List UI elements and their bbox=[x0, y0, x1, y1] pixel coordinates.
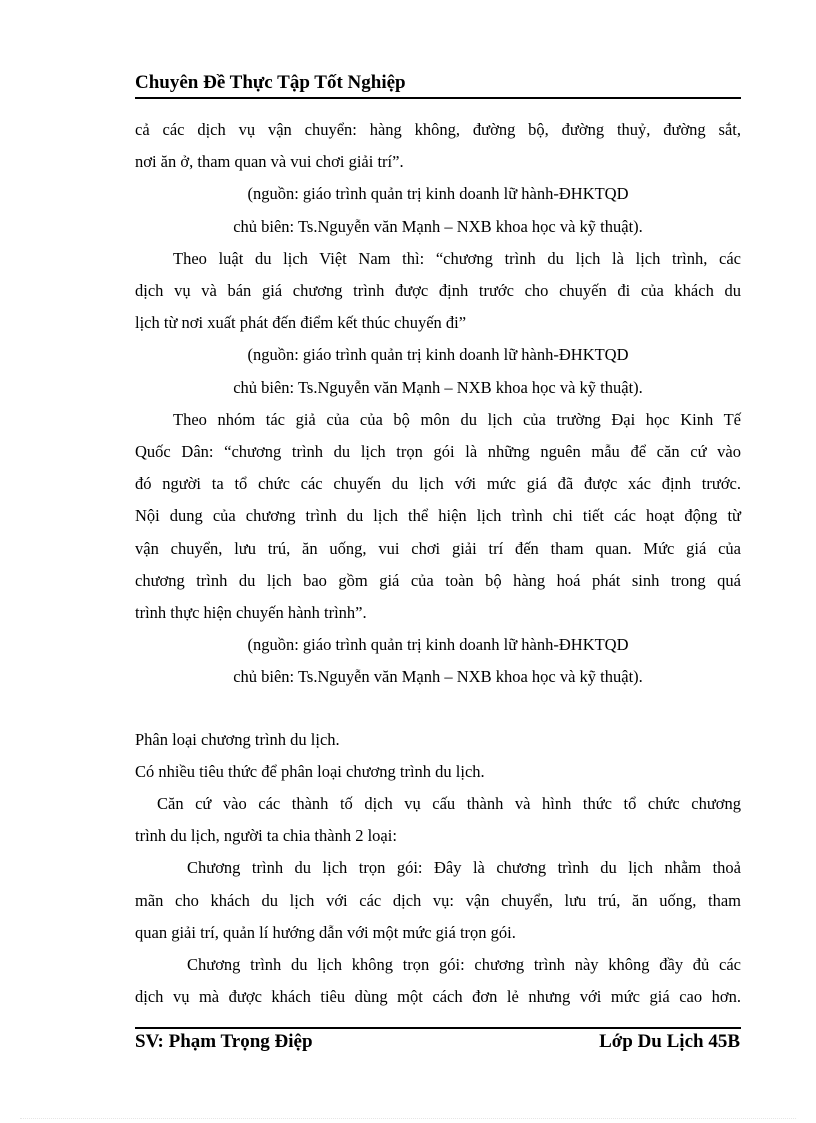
text-line: chương trình du lịch bao gồm giá của toàn bộ hàng hoá phát sinh trong quá bbox=[135, 570, 741, 590]
source-citation-line: chủ biên: Ts.Nguyễn văn Mạnh – NXB khoa học và kỹ thuật). bbox=[233, 667, 643, 687]
source-citation-line: chủ biên: Ts.Nguyễn văn Mạnh – NXB khoa học và kỹ thuật). bbox=[233, 377, 643, 397]
text-line: Có nhiều tiêu thức để phân loại chương trình du lịch. bbox=[135, 761, 485, 781]
text-line: trình du lịch, người ta chia thành 2 loại: bbox=[135, 826, 397, 846]
text-line: Theo nhóm tác giả của của bộ môn du lịch của trường Đại học Kinh Tế bbox=[173, 409, 741, 429]
section-heading: Phân loại chương trình du lịch. bbox=[135, 729, 340, 749]
text-line: dịch vụ mà được khách tiêu dùng một cách đơn lẻ nhưng với mức giá cao hơn. bbox=[135, 987, 741, 1007]
text-line: đó người ta tổ chức các chuyến du lịch với mức giá đã được xác định trước. bbox=[135, 474, 741, 494]
text-line: Nội dung của chương trình du lịch thể hiện lịch trình chi tiết các hoạt động từ bbox=[135, 506, 741, 526]
text-line: Chương trình du lịch trọn gói: Đây là chương trình du lịch nhằm thoả bbox=[187, 858, 741, 878]
text-line: lịch từ nơi xuất phát đến điểm kết thúc chuyến đi” bbox=[135, 313, 467, 333]
source-citation-line: chủ biên: Ts.Nguyễn văn Mạnh – NXB khoa học và kỹ thuật). bbox=[233, 216, 643, 236]
text-line: quan giải trí, quản lí hướng dẫn với một mức giá trọn gói. bbox=[135, 922, 516, 942]
text-line: mãn cho khách du lịch với các dịch vụ: vận chuyển, lưu trú, ăn uống, tham bbox=[135, 890, 741, 910]
source-citation-line: (nguồn: giáo trình quản trị kinh doanh lữ hành-ĐHKTQD bbox=[247, 184, 629, 204]
source-citation-line: (nguồn: giáo trình quản trị kinh doanh lữ hành-ĐHKTQD bbox=[247, 635, 629, 655]
text-line: cả các dịch vụ vận chuyển: hàng không, đường bộ, đường thuỷ, đường sắt, bbox=[135, 120, 741, 139]
footer-rule bbox=[135, 1027, 741, 1029]
body-text bbox=[135, 114, 741, 1013]
text-line: dịch vụ và bán giá chương trình được định trước cho chuyến đi của khách du bbox=[135, 281, 741, 301]
text-line: Chương trình du lịch không trọn gói: chương trình này không đầy đủ các bbox=[187, 955, 741, 975]
header-rule bbox=[135, 97, 741, 99]
text-line: Quốc Dân: “chương trình du lịch trọn gói là những nguên mẫu để căn cứ vào bbox=[135, 442, 741, 462]
footer-class-name: Lớp Du Lịch 45B bbox=[599, 1031, 740, 1052]
text-line: Căn cứ vào các thành tố dịch vụ cấu thành và hình thức tổ chức chương bbox=[157, 794, 741, 814]
source-citation-line: (nguồn: giáo trình quản trị kinh doanh lữ hành-ĐHKTQD bbox=[247, 345, 629, 365]
text-line: nơi ăn ở, tham quan và vui chơi giải trí”. bbox=[135, 152, 404, 172]
footer-student-name: SV: Phạm Trọng Điệp bbox=[135, 1031, 313, 1052]
page-bottom-border bbox=[20, 1118, 796, 1119]
text-line: vận chuyển, lưu trú, ăn uống, vui chơi giải trí đến tham quan. Mức giá của bbox=[135, 538, 741, 558]
text-line: Theo luật du lịch Việt Nam thì: “chương trình du lịch là lịch trình, các bbox=[173, 248, 741, 268]
page-header-title: Chuyên Đề Thực Tập Tốt Nghiệp bbox=[135, 72, 406, 93]
text-line: trình thực hiện chuyến hành trình”. bbox=[135, 603, 367, 623]
paragraph-gap bbox=[135, 694, 741, 724]
